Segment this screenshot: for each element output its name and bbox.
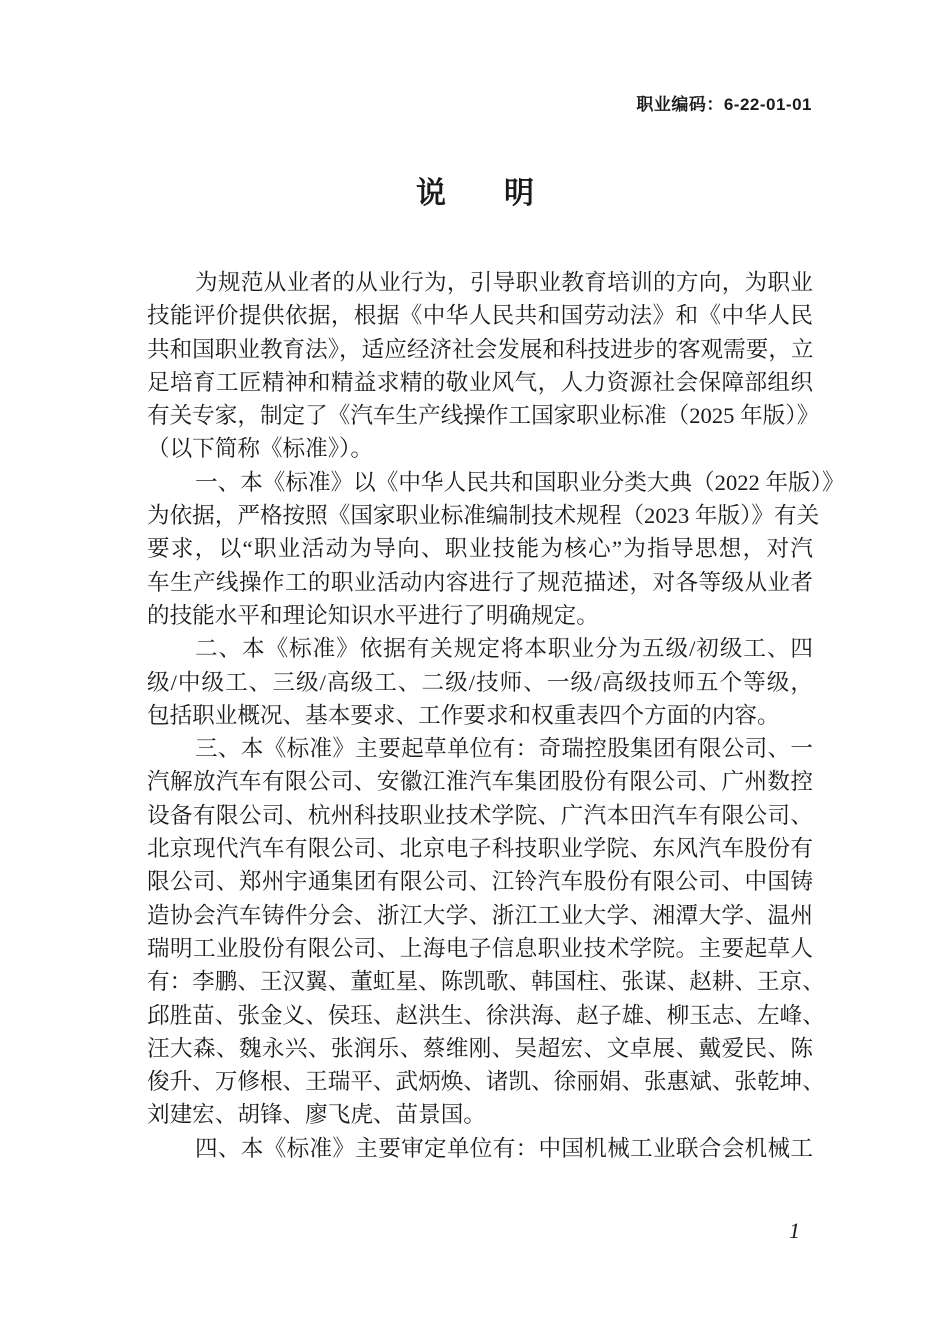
text-line: 技能评价提供依据，根据《中华人民共和国劳动法》和《中华人民	[147, 303, 813, 329]
text-line: 有：李鹏、王汉翼、董虹星、陈凯歌、韩国柱、张谋、赵耕、王京、	[147, 969, 825, 995]
page-number: 1	[789, 1218, 800, 1243]
text-line: 四、本《标准》主要审定单位有：中国机械工业联合会机械工	[195, 1135, 813, 1161]
text-line: 的技能水平和理论知识水平进行了明确规定。	[147, 602, 599, 628]
text-line: 限公司、郑州宇通集团有限公司、江铃汽车股份有限公司、中国铸	[147, 869, 813, 895]
text-line: 一、本《标准》以《中华人民共和国职业分类大典（2022 年版）》	[195, 469, 845, 495]
text-line: 造协会汽车铸件分会、浙江大学、浙江工业大学、湘潭大学、温州	[147, 902, 813, 928]
text-line: 共和国职业教育法》，适应经济社会发展和科技进步的客观需要，立	[147, 336, 814, 362]
paragraph	[147, 1132, 813, 1165]
text-line: 为规范从业者的从业行为，引导职业教育培训的方向，为职业	[195, 270, 813, 295]
document-body	[147, 266, 845, 1165]
text-line: 瑞明工业股份有限公司、上海电子信息职业技术学院。主要起草人	[147, 935, 813, 961]
text-line: 俊升、万修根、王瑞平、武炳焕、诸凯、徐丽娟、张惠斌、张乾坤、	[147, 1069, 825, 1095]
text-line: 汪大森、魏永兴、张润乐、蔡维刚、吴超宏、文卓展、戴爱民、陈	[147, 1035, 813, 1061]
text-line: 级/中级工、三级/高级工、二级/技师、一级/高级技师五个等级，	[147, 669, 813, 695]
occupation-code: 职业编码：6-22-01-01	[636, 95, 812, 114]
paragraph	[147, 266, 820, 466]
text-line: 二、本《标准》依据有关规定将本职业分为五级/初级工、四	[195, 636, 813, 662]
text-line: 汽解放汽车有限公司、安徽江淮汽车集团股份有限公司、广州数控	[147, 769, 813, 795]
text-line: 足培育工匠精神和精益求精的敬业风气，人力资源社会保障部组织	[147, 369, 813, 395]
text-line: 车生产线操作工的职业活动内容进行了规范描述，对各等级从业者	[147, 569, 813, 595]
paragraph	[147, 732, 825, 1132]
paragraph	[147, 632, 813, 732]
text-line: 三、本《标准》主要起草单位有：奇瑞控股集团有限公司、一	[195, 736, 813, 762]
paragraph	[147, 466, 845, 632]
text-line: 要求，以“职业活动为导向、职业技能为核心”为指导思想，对汽	[147, 536, 813, 562]
text-line: （以下简称《标准》）。	[147, 436, 373, 462]
text-line: 有关专家，制定了《汽车生产线操作工国家职业标准（2025 年版）》	[147, 403, 820, 429]
text-line: 设备有限公司、杭州科技职业技术学院、广汽本田汽车有限公司、	[147, 802, 813, 828]
page-title: 说明	[416, 177, 592, 210]
text-line: 包括职业概况、基本要求、工作要求和权重表四个方面的内容。	[147, 702, 780, 728]
text-line: 为依据，严格按照《国家职业标准编制技术规程（2023 年版）》有关	[147, 503, 820, 529]
text-line: 刘建宏、胡锋、廖飞虎、苗景国。	[147, 1102, 486, 1128]
text-line: 邱胜苗、张金义、侯珏、赵洪生、徐洪海、赵子雄、柳玉志、左峰、	[147, 1002, 825, 1028]
text-line: 北京现代汽车有限公司、北京电子科技职业学院、东风汽车股份有	[147, 836, 813, 862]
